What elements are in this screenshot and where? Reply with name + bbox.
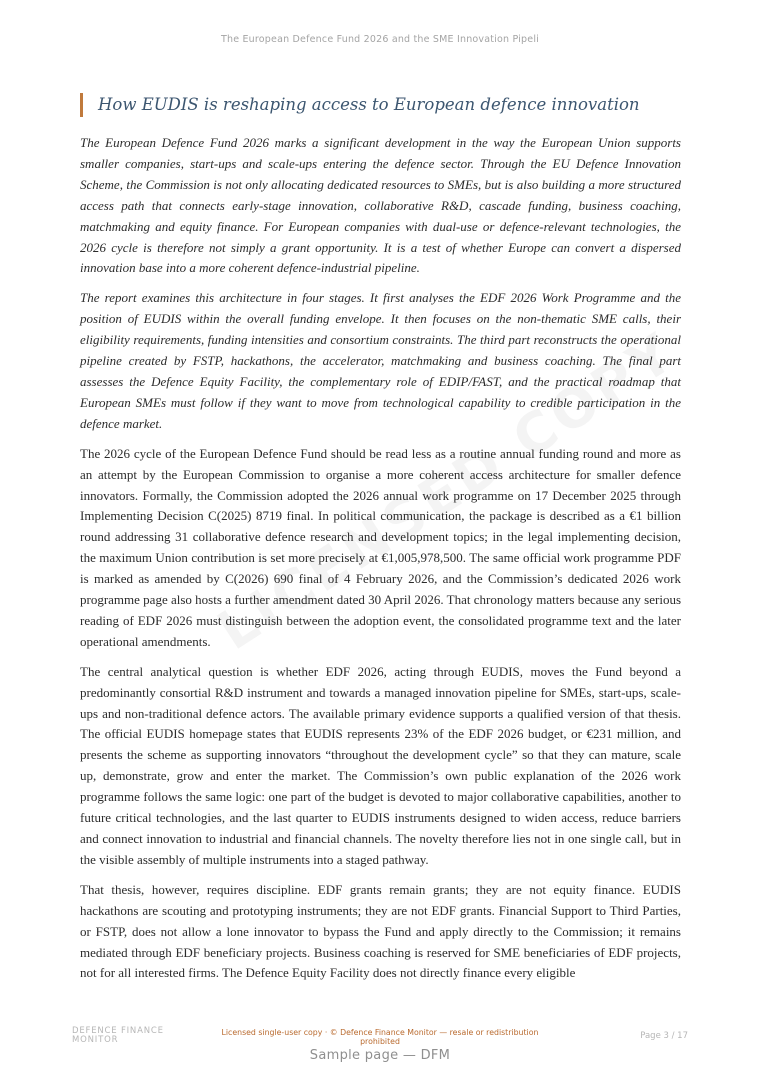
intro-paragraph-2: The report examines this architecture in four stages. It first analyses the EDF 2026 Work Programme and the position of EUDIS within the overall funding envelope. It then focuses on the non-thematic SME calls, their eligibility requirements, funding intensities and consortium constraints. The third part reconstructs the operational pipeline created by FSTP, hackathons, the accelerator, matchmaking and business coaching. The final part assesses the Defence Equity Facility, the complementary role of EDIP/FAST, and the practical roadmap that European SMEs must follow if they want to move from technological capability to credible participation in the defence market. xyxy=(80,290,681,431)
footer-brand-line-1: DEFENCE FINANCE xyxy=(72,1026,164,1036)
body-paragraph-2: The central analytical question is whether EDF 2026, acting through EUDIS, moves the Fund beyond a predominantly consortial R&D instrument and towards a managed innovation pipeline for SMEs, start-ups, scale-ups and non-traditional defence actors. The available primary evidence supports a qualified version of that thesis. The official EUDIS homepage states that EUDIS represents 23% of the EDF 2026 budget, or €231 million, and presents the scheme as supporting innovators “throughout the development cycle” so that they can mature, scale up, demonstrate, grow and enter the market. The Commission’s own public explanation of the 2026 work programme follows the same logic: one part of the budget is devoted to major collaborative capabilities, another to future critical technologies, and the last quarter to EUDIS instruments designed to widen access, reduce barriers and connect innovation to industrial and financial channels. The novelty therefore lies not in one single call, but in the visible assembly of multiple instruments into a staged pathway. xyxy=(80,663,681,867)
section-heading: How EUDIS is reshaping access to European defence innovation xyxy=(80,93,680,117)
footer-brand-line-2: MONITOR xyxy=(72,1035,119,1045)
page-number: Page 3 / 17 xyxy=(640,1031,688,1041)
sample-page-label: Sample page — DFM xyxy=(309,1048,451,1063)
footer-license-line-1: Licensed single-user copy · © Defence Finance Monitor — resale or redistribution xyxy=(221,1028,539,1037)
intro-paragraph-1: The European Defence Fund 2026 marks a significant development in the way the European Union supports smaller companies, start-ups and scale-ups entering the defence sector. Through the EU Defence Innovation Scheme, the Commission is not only allocating dedicated resources to SMEs, but is also building a more structured access path that connects early-stage innovation, collaborative R&D, cascade funding, business coaching, matchmaking and equity finance. For European companies with dual-use or defence-relevant technologies, the 2026 cycle is therefore not simply a grant opportunity. It is a test of whether Europe can convert a dispersed innovation base into a more coherent defence-industrial pipeline. xyxy=(80,135,681,276)
footer-license-line-2: prohibited xyxy=(360,1037,400,1046)
body-paragraph-1: The 2026 cycle of the European Defence Fund should be read less as a routine annual funding round and more as an attempt by the European Commission to organise a more coherent access architecture for smaller defence innovators. Formally, the Commission adopted the 2026 annual work programme on 17 December 2025 through Implementing Decision C(2025) 8719 final. In political communication, the package is described as a €1 billion round addressing 31 collaborative defence research and development topics; in the legal implementing decision, the maximum Union contribution is set more precisely at €1,005,978,500. The same official work programme PDF is marked as amended by C(2026) 690 final of 4 February 2026, and the Commission’s dedicated 2026 work programme page also hosts a further amendment dated 30 April 2026. That chronology matters because any serious reading of EDF 2026 must distinguish between the adoption event, the consolidated programme text and the later operational amendments. xyxy=(80,445,681,649)
body-text xyxy=(80,133,681,993)
footer-license-notice xyxy=(220,1028,540,1046)
running-header: The European Defence Fund 2026 and the SME Innovation Pipeli xyxy=(220,34,540,45)
footer-brand-logo xyxy=(72,1027,202,1045)
body-paragraph-3: That thesis, however, requires discipline. EDF grants remain grants; they are not equity finance. EUDIS hackathons are scouting and prototyping instruments; they are not EDF grants. Financial Support to Third Parties, or FSTP, does not allow a lone innovator to bypass the Fund and apply directly to the Commission; it remains mediated through EDF beneficiary projects. Business coaching is reserved for SME beneficiaries of EDF projects, not for all interested firms. The Defence Equity Facility does not directly finance every eligible xyxy=(80,881,681,981)
